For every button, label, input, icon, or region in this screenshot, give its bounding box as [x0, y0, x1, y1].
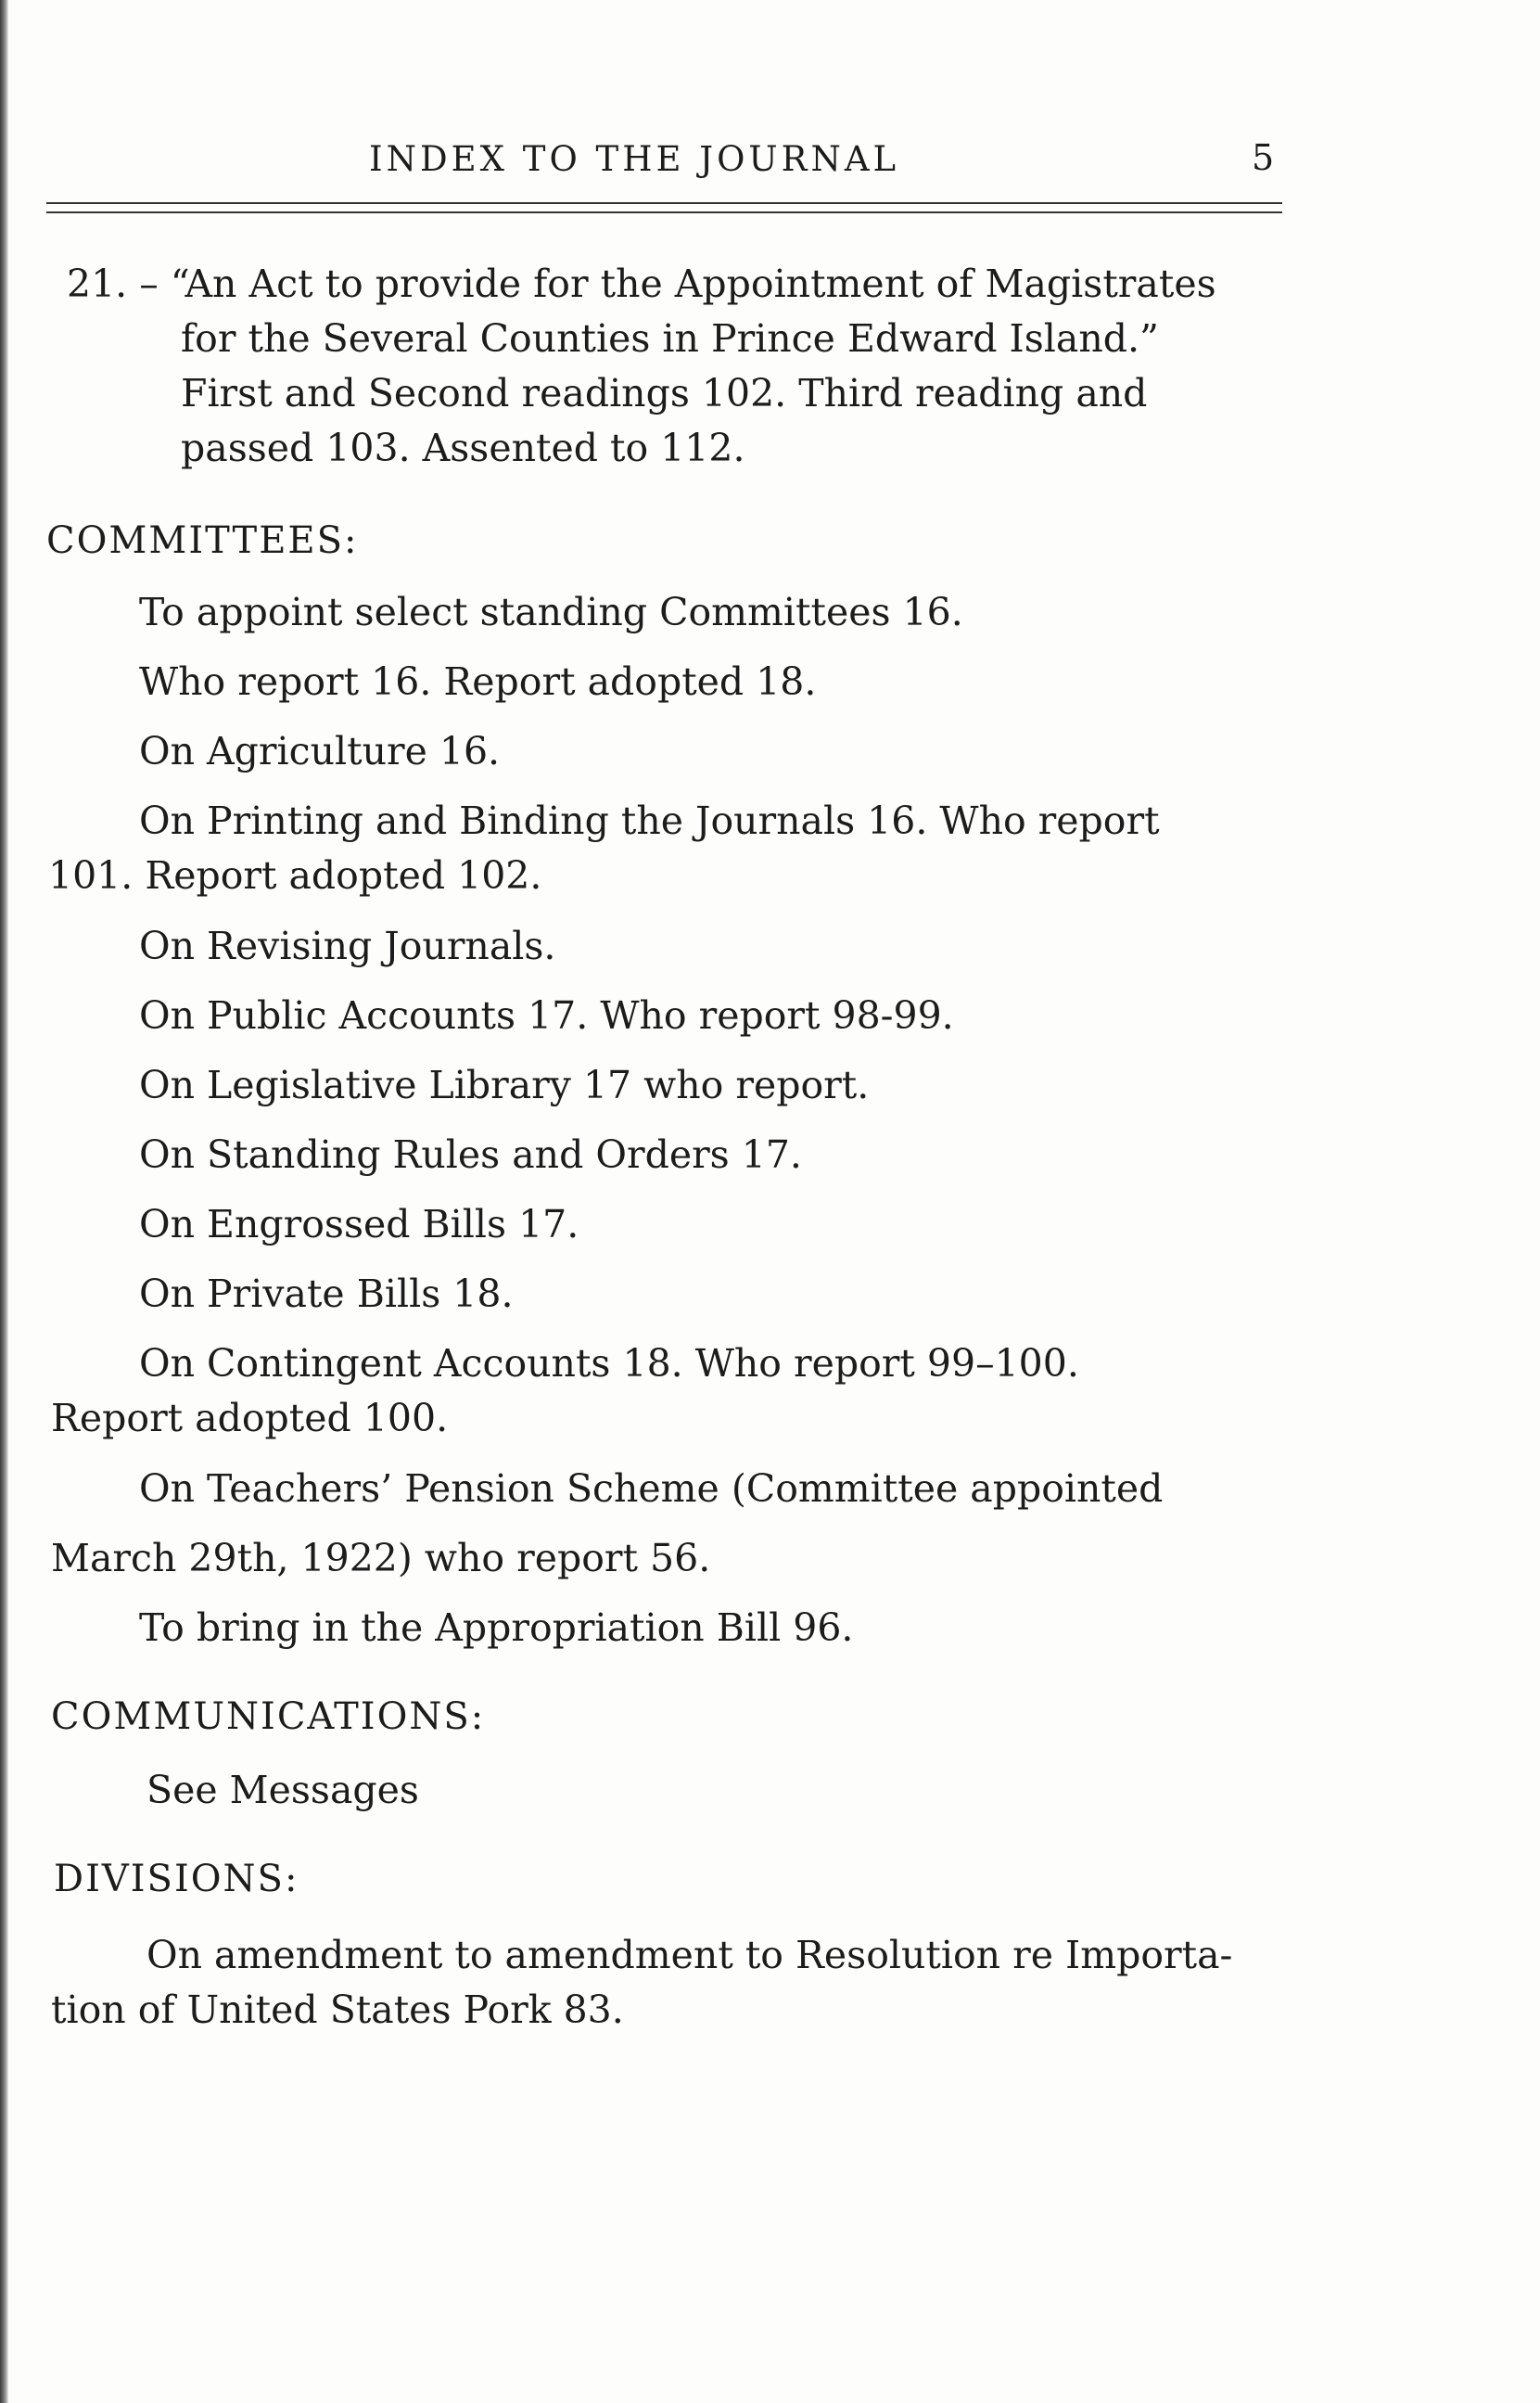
bill-21-line-4: passed 103. Assented to 112. [181, 426, 745, 470]
committee-entry: On Teachers’ Pension Scheme (Committee appointed [139, 1466, 1164, 1511]
committee-entry: On Printing and Binding the Journals 16. Who report [139, 799, 1160, 843]
committee-entry: Report adopted 100. [51, 1396, 449, 1440]
committees-heading: COMMITTEES: [46, 519, 359, 562]
divisions-line-2: tion of United States Pork 83. [51, 1988, 624, 2032]
committee-entry: On Private Bills 18. [139, 1272, 514, 1316]
committee-entry: March 29th, 1922) who report 56. [51, 1536, 711, 1580]
bill-21-line-1: 21. – “An Act to provide for the Appointment of Magistrates [67, 262, 1216, 306]
committee-entry: On Legislative Library 17 who report. [139, 1063, 870, 1107]
committee-entry: On Engrossed Bills 17. [139, 1202, 579, 1246]
divisions-line-1: On amendment to amendment to Resolution re Importa- [146, 1933, 1233, 1977]
committee-entry: On Agriculture 16. [139, 729, 501, 773]
page-number: 5 [1252, 137, 1275, 178]
page-binding-edge [0, 0, 8, 2403]
communications-entry: See Messages [146, 1768, 419, 1812]
committee-entry: On Standing Rules and Orders 17. [139, 1132, 802, 1177]
committee-entry: On Revising Journals. [139, 924, 556, 968]
divisions-heading: DIVISIONS: [54, 1858, 299, 1900]
committee-entry: To bring in the Appropriation Bill 96. [139, 1605, 854, 1650]
bill-21-line-2: for the Several Counties in Prince Edward Island.” [181, 316, 1159, 361]
committee-entry: Who report 16. Report adopted 18. [139, 659, 817, 704]
header-rule-top [46, 202, 1282, 204]
running-head: INDEX TO THE JOURNAL [369, 139, 900, 179]
bill-21-line-3: First and Second readings 102. Third reading and [181, 371, 1148, 415]
committee-entry: 101. Report adopted 102. [48, 853, 542, 898]
committee-entry: On Public Accounts 17. Who report 98-99. [139, 993, 954, 1038]
communications-heading: COMMUNICATIONS: [51, 1695, 486, 1738]
committee-entry: On Contingent Accounts 18. Who report 99–100. [139, 1341, 1079, 1386]
committee-entry: To appoint select standing Committees 16. [139, 590, 963, 634]
header-rule-bottom [46, 211, 1282, 213]
